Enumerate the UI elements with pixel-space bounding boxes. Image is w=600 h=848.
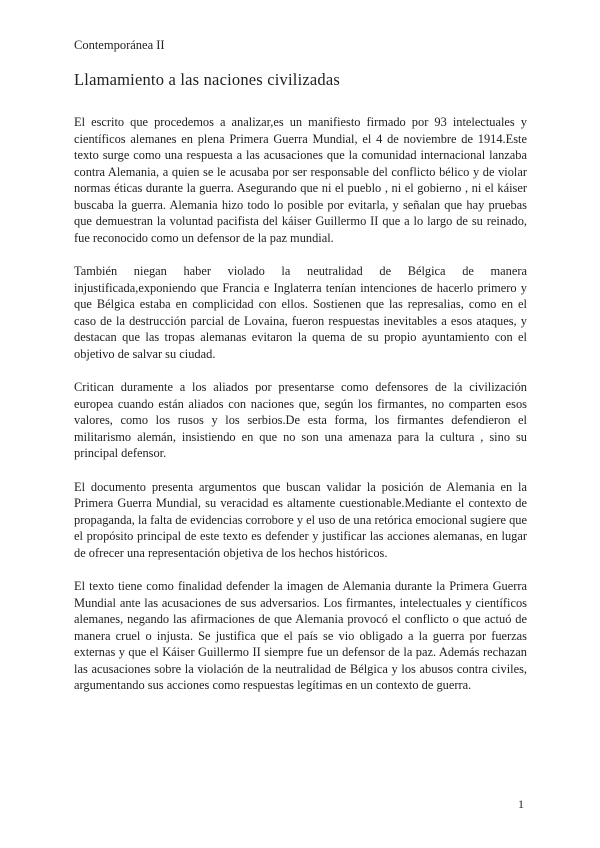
page-number: 1	[518, 797, 524, 811]
running-header: Contemporánea II	[74, 38, 165, 52]
paragraph-1: El escrito que procedemos a analizar,es un manifiesto firmado por 93 intelectuales y científicos alemanes en plena Primera Guerra Mundial, el 4 de noviembre de 1914.Este texto surge como una respuesta a las acusaciones que la comunidad internacional lanzaba contra Alemania, a quien se le acusaba por ser responsable del conflicto bélico y de violar normas éticas durante la guerra. Asegurando que ni el pueblo , ni el gobierno , ni el káiser buscaba la guerra. Alemania hizo todo lo posible por evitarla, y señalan que hay pruebas que demuestran la voluntad pacifista del káiser Guillermo II que a lo largo de su reinado, fue reconocido como un defensor de la paz mundial.	[74, 115, 527, 245]
document-title: Llamamiento a las naciones civilizadas	[74, 70, 341, 89]
paragraph-2: También niegan haber violado la neutralidad de Bélgica de manera injustificada,exponiendo que Francia e Inglaterra tenían intenciones de hacerlo primero y que Bélgica estaba en complicidad con ellos. Sostienen que las represalias, como en el caso de la destrucción parcial de Lovaina, fueron respuestas inevitables a esos ataques, y destacan que las tropas alemanas evitaron la quema de su propio ayuntamiento con el objetivo de salvar su ciudad.	[74, 264, 527, 361]
document-body	[74, 114, 527, 711]
paragraph-4: El documento presenta argumentos que buscan validar la posición de Alemania en la Primera Guerra Mundial, su veracidad es altamente cuestionable.Mediante el contexto de propaganda, la falta de evidencias corrobore y el uso de una retórica emocional sugiere que el propósito principal de este texto es defender y justificar las acciones alemanas, en lugar de ofrecer una representación objetiva de los hechos históricos.	[74, 479, 527, 560]
paragraph-5: El texto tiene como finalidad defender la imagen de Alemania durante la Primera Guerra Mundial ante las acusaciones de sus adversarios. Los firmantes, intelectuales y científicos alemanes, negando las afirmaciones de que Alemania provocó el conflicto o que actuó de manera cruel o injusta. Se justifica que el país se vio obligado a la guerra por fuerzas externas y que el Káiser Guillermo II siempre fue un defensor de la paz. Además rechazan las acusaciones sobre la violación de la neutralidad de Bélgica y los abusos contra civiles, argumentando sus acciones como respuestas legítimas en un contexto de guerra.	[74, 579, 527, 692]
paragraph-3: Critican duramente a los aliados por presentarse como defensores de la civilización europea cuando están aliados con naciones que, según los firmantes, no comparten esos valores, como los rusos y los serbios.De esta forma, los firmantes defendieron el militarismo alemán, insistiendo en que no son una amenaza para la cultura , sino su principal defensor.	[74, 380, 527, 460]
